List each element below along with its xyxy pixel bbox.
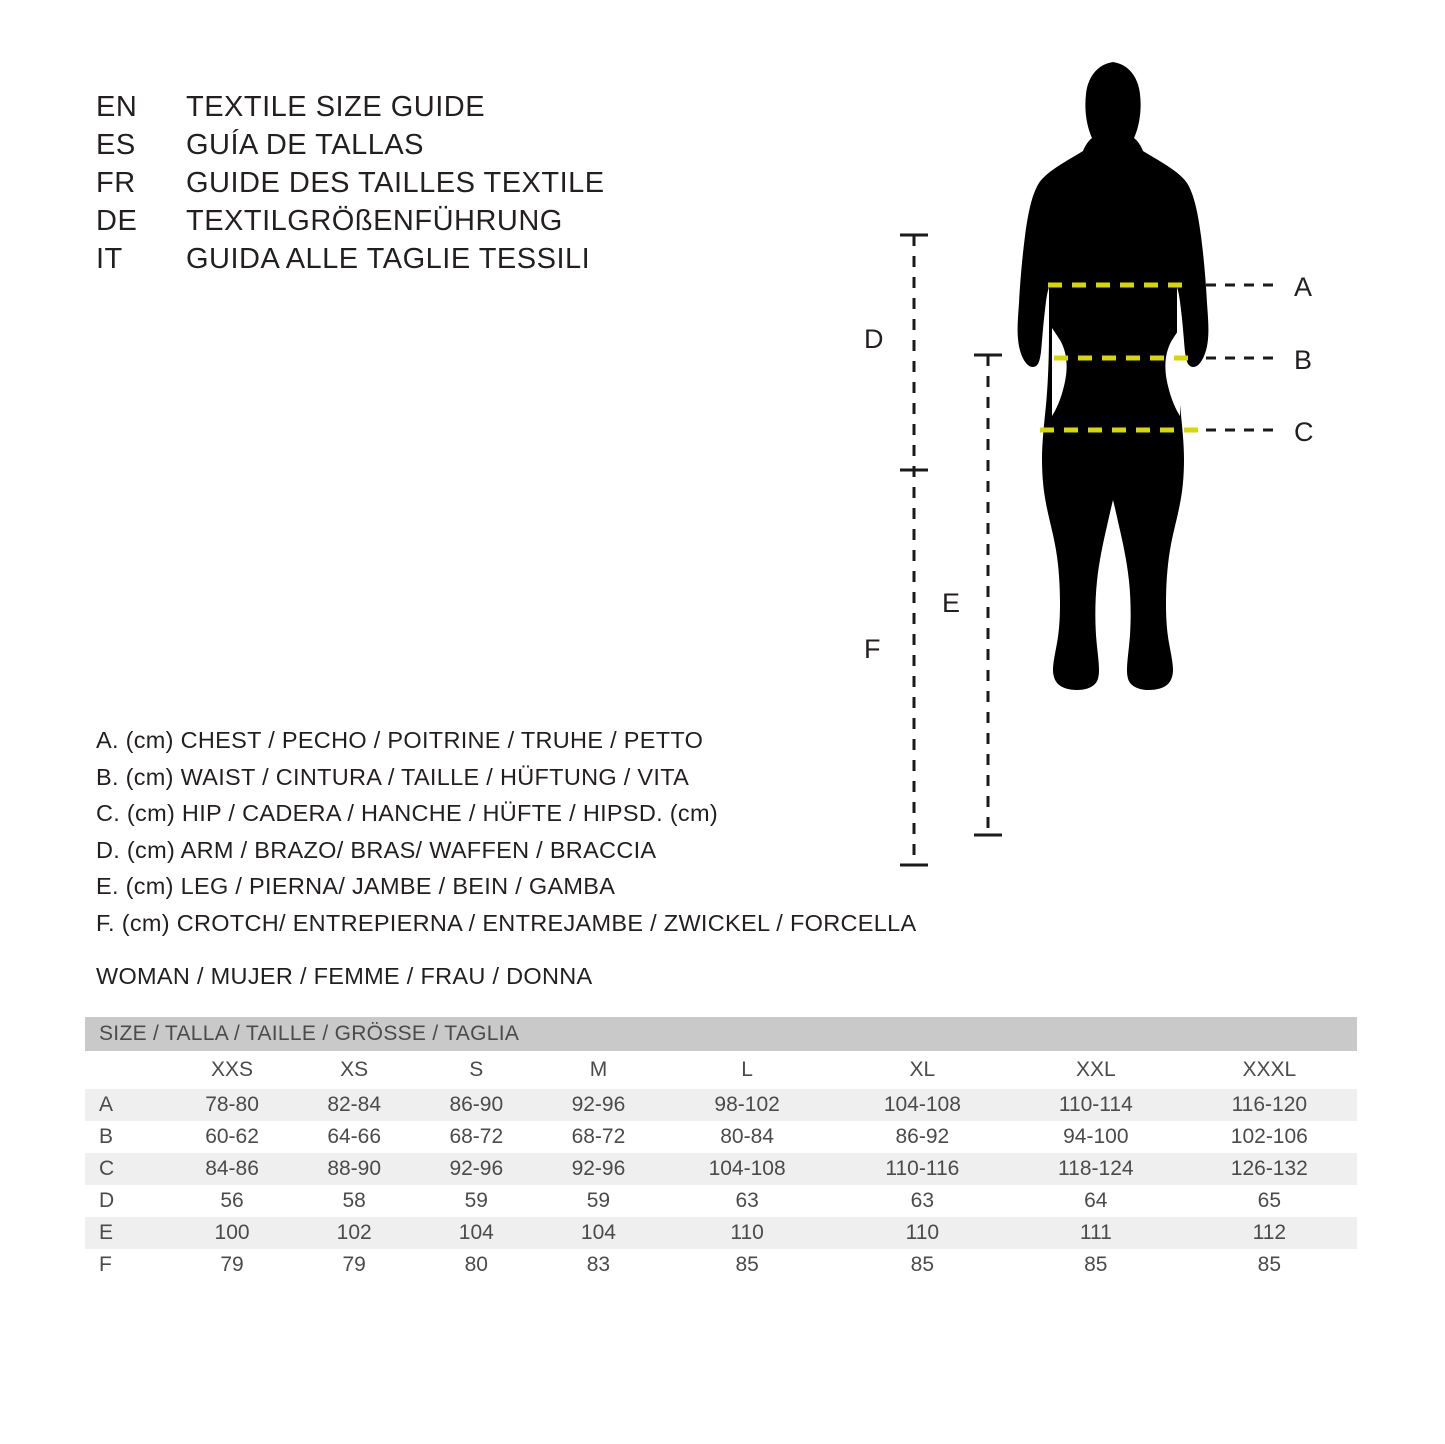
cell-f-xxs: 79	[171, 1249, 293, 1281]
title-text-en: TEXTILE SIZE GUIDE	[186, 91, 486, 123]
column-header-l: L	[660, 1051, 835, 1089]
column-header-xxl: XXL	[1010, 1051, 1182, 1089]
legend-item-e: E. (cm) LEG / PIERNA/ JAMBE / BEIN / GAMBA	[96, 873, 616, 899]
cell-f-s: 80	[415, 1249, 537, 1281]
legend-block	[96, 722, 926, 941]
cell-b-xxs: 60-62	[171, 1121, 293, 1153]
cell-b-xl: 86-92	[835, 1121, 1010, 1153]
cell-f-xxl: 85	[1010, 1249, 1182, 1281]
cell-c-xxl: 118-124	[1010, 1153, 1182, 1185]
column-header-blank	[85, 1051, 171, 1089]
cell-a-xl: 104-108	[835, 1089, 1010, 1121]
cell-c-xs: 88-90	[293, 1153, 415, 1185]
title-text-it: GUIDA ALLE TAGLIE TESSILI	[186, 243, 591, 275]
cell-b-m: 68-72	[537, 1121, 659, 1153]
table-row	[85, 1185, 1357, 1217]
dimension-label-f: F	[864, 634, 881, 664]
cell-c-xl: 110-116	[835, 1153, 1010, 1185]
table-row	[85, 1153, 1357, 1185]
cell-a-xxl: 110-114	[1010, 1089, 1182, 1121]
dimension-label-d: D	[864, 324, 884, 354]
legend-item-b: B. (cm) WAIST / CINTURA / TAILLE / HÜFTUNG / VITA	[96, 763, 690, 790]
cell-d-xl: 63	[835, 1185, 1010, 1217]
callout-label-a: A	[1294, 272, 1313, 302]
cell-d-l: 63	[660, 1185, 835, 1217]
row-label-d: D	[85, 1185, 171, 1217]
cell-e-l: 110	[660, 1217, 835, 1249]
cell-e-s: 104	[415, 1217, 537, 1249]
column-header-m: M	[537, 1051, 659, 1089]
cell-f-xxxl: 85	[1182, 1249, 1357, 1281]
cell-e-xl: 110	[835, 1217, 1010, 1249]
cell-e-xs: 102	[293, 1217, 415, 1249]
column-header-xl: XL	[835, 1051, 1010, 1089]
cell-e-m: 104	[537, 1217, 659, 1249]
table-row	[85, 1121, 1357, 1153]
cell-d-xxxl: 65	[1182, 1185, 1357, 1217]
title-row-es	[96, 126, 716, 164]
cell-d-xxl: 64	[1010, 1185, 1182, 1217]
title-text-fr: GUIDE DES TAILLES TEXTILE	[186, 167, 605, 199]
row-label-b: B	[85, 1121, 171, 1153]
table-column-header-row	[85, 1051, 1357, 1089]
cell-e-xxs: 100	[171, 1217, 293, 1249]
table-row	[85, 1089, 1357, 1121]
table-row	[85, 1249, 1357, 1281]
cell-b-xxxl: 102-106	[1182, 1121, 1357, 1153]
cell-b-xxl: 94-100	[1010, 1121, 1182, 1153]
cell-a-xxxl: 116-120	[1182, 1089, 1357, 1121]
cell-d-xs: 58	[293, 1185, 415, 1217]
column-header-xxs: XXS	[171, 1051, 293, 1089]
callout-label-b: B	[1294, 345, 1313, 375]
title-row-it	[96, 240, 716, 278]
cell-d-s: 59	[415, 1185, 537, 1217]
cell-a-l: 98-102	[660, 1089, 835, 1121]
title-lang-de: DE	[96, 205, 138, 237]
row-label-a: A	[85, 1089, 171, 1121]
callout-leaders	[1206, 285, 1282, 430]
column-header-xs: XS	[293, 1051, 415, 1089]
title-text-es: GUÍA DE TALLAS	[186, 129, 425, 161]
row-label-e: E	[85, 1217, 171, 1249]
cell-e-xxl: 111	[1010, 1217, 1182, 1249]
title-block	[96, 88, 716, 278]
cell-b-l: 80-84	[660, 1121, 835, 1153]
woman-silhouette	[1018, 62, 1209, 810]
group-label: WOMAN / MUJER / FEMME / FRAU / DONNA	[96, 963, 593, 989]
title-row-fr	[96, 164, 716, 202]
table-band-label: SIZE / TALLA / TAILLE / GRÖSSE / TAGLIA	[85, 1017, 1357, 1051]
legend-item-f: F. (cm) CROTCH/ ENTREPIERNA / ENTREJAMBE / ZWICKEL / FORCELLA	[96, 909, 917, 936]
cell-a-xxs: 78-80	[171, 1089, 293, 1121]
cell-b-s: 68-72	[415, 1121, 537, 1153]
silhouette-leg-gap	[1108, 540, 1124, 810]
row-label-f: F	[85, 1249, 171, 1281]
legend-item-a: A. (cm) CHEST / PECHO / POITRINE / TRUHE / PETTO	[96, 727, 704, 753]
cell-c-xxs: 84-86	[171, 1153, 293, 1185]
cell-c-s: 92-96	[415, 1153, 537, 1185]
title-lang-es: ES	[96, 129, 136, 161]
title-row-de	[96, 202, 716, 240]
table-row	[85, 1217, 1357, 1249]
cell-a-xs: 82-84	[293, 1089, 415, 1121]
callout-label-c: C	[1294, 417, 1314, 447]
cell-b-xs: 64-66	[293, 1121, 415, 1153]
title-lang-en: EN	[96, 91, 138, 123]
cell-d-m: 59	[537, 1185, 659, 1217]
cell-d-xxs: 56	[171, 1185, 293, 1217]
table-band-row	[85, 1017, 1357, 1051]
size-table	[85, 1017, 1357, 1281]
cell-a-s: 86-90	[415, 1089, 537, 1121]
cell-e-xxxl: 112	[1182, 1217, 1357, 1249]
cell-c-xxxl: 126-132	[1182, 1153, 1357, 1185]
title-text-de: TEXTILGRÖßENFÜHRUNG	[186, 205, 563, 237]
cell-c-m: 92-96	[537, 1153, 659, 1185]
title-lang-it: IT	[96, 243, 123, 275]
row-label-c: C	[85, 1153, 171, 1185]
cell-a-m: 92-96	[537, 1089, 659, 1121]
legend-item-c: C. (cm) HIP / CADERA / HANCHE / HÜFTE / HIPSD. (cm)	[96, 800, 718, 826]
cell-f-xl: 85	[835, 1249, 1010, 1281]
title-lang-fr: FR	[96, 167, 136, 199]
title-row-en	[96, 88, 716, 126]
cell-f-xs: 79	[293, 1249, 415, 1281]
column-header-xxxl: XXXL	[1182, 1051, 1357, 1089]
cell-f-l: 85	[660, 1249, 835, 1281]
dimension-label-e: E	[942, 588, 961, 618]
cell-c-l: 104-108	[660, 1153, 835, 1185]
cell-f-m: 83	[537, 1249, 659, 1281]
column-header-s: S	[415, 1051, 537, 1089]
legend-item-d: D. (cm) ARM / BRAZO/ BRAS/ WAFFEN / BRACCIA	[96, 836, 657, 863]
